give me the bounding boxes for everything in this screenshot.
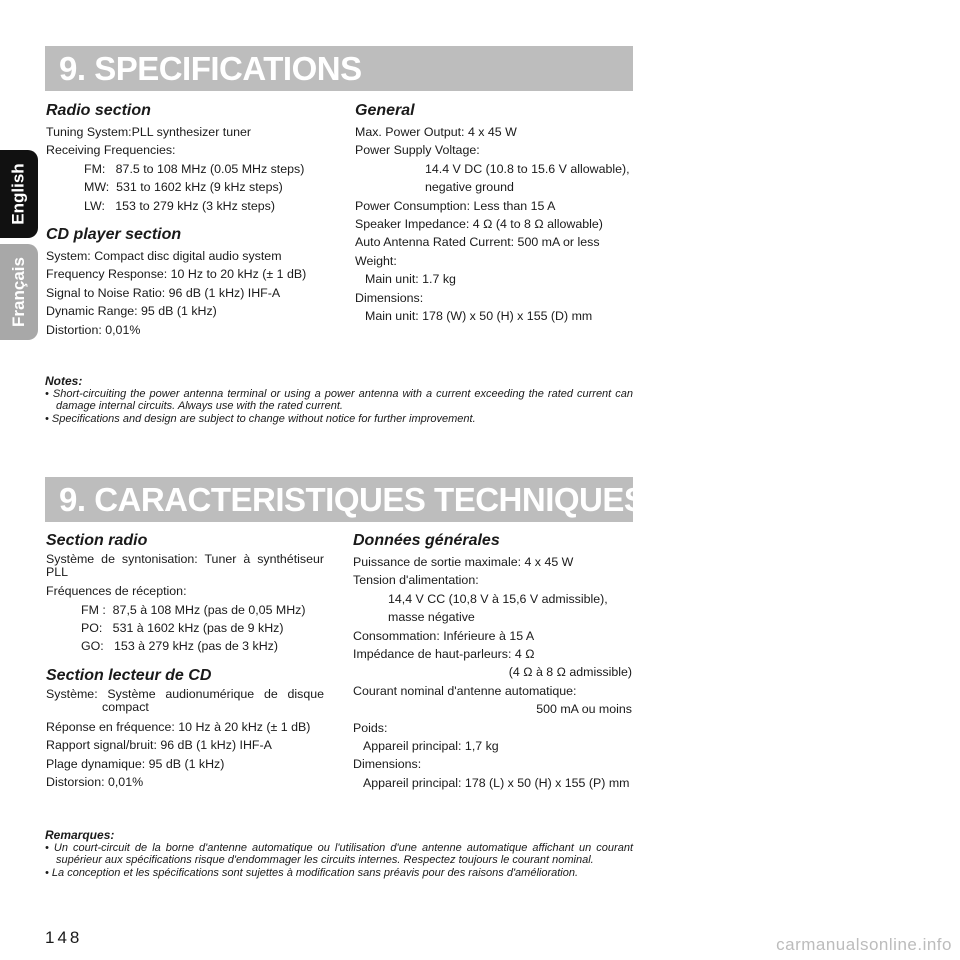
cd-distortion: Distortion: 0,01% bbox=[46, 322, 141, 337]
en-left-column bbox=[46, 101, 336, 339]
general-title: General bbox=[355, 102, 415, 119]
power-supply-voltage: Power Supply Voltage: bbox=[355, 143, 480, 158]
courant-antenne-valeur: 500 mA ou moins bbox=[536, 702, 632, 717]
radio-section-title: Radio section bbox=[46, 102, 151, 119]
puissance-sortie: Puissance de sortie maximale: 4 x 45 W bbox=[353, 555, 574, 569]
tab-french-label: Français bbox=[9, 257, 28, 327]
systeme-syntonisation: Système de syntonisation: Tuner à synthétiseur PLL bbox=[46, 552, 324, 579]
notes-title: Notes: bbox=[45, 374, 83, 388]
weight-label: Weight: bbox=[355, 253, 397, 268]
poids-valeur: Appareil principal: 1,7 kg bbox=[363, 739, 499, 754]
po-range: PO: 531 à 1602 kHz (pas de 9 kHz) bbox=[81, 621, 284, 635]
page-number: 148 bbox=[45, 928, 83, 947]
dimensions-label-fr: Dimensions: bbox=[353, 757, 422, 772]
dimensions-valeur: Appareil principal: 178 (L) x 50 (H) x 155 (P) mm bbox=[363, 775, 630, 790]
plage-dynamique: Plage dynamique: 95 dB (1 kHz) bbox=[46, 756, 225, 771]
en-notes bbox=[45, 375, 633, 425]
weight-value: Main unit: 1.7 kg bbox=[365, 272, 456, 287]
section-cd-title: Section lecteur de CD bbox=[46, 666, 212, 684]
cd-dynamic-range: Dynamic Range: 95 dB (1 kHz) bbox=[46, 304, 217, 319]
speaker-impedance: Speaker Impedance: 4 Ω (4 to 8 Ω allowable) bbox=[355, 217, 603, 232]
poids-label: Poids: bbox=[353, 720, 388, 735]
donnees-generales-title: Données générales bbox=[353, 532, 500, 549]
tab-english-label: English bbox=[9, 163, 28, 225]
fr-right-column bbox=[353, 531, 632, 792]
reponse-frequence: Réponse en fréquence: 10 Hz à 20 kHz (± 1 dB) bbox=[46, 720, 311, 734]
caracteristiques-banner: 9. CARACTERISTIQUES TECHNIQUES bbox=[45, 477, 633, 522]
rapport-signal-bruit: Rapport signal/bruit: 96 dB (1 kHz) IHF-A bbox=[46, 738, 272, 753]
remarque-item: • La conception et les spécifications sont sujettes à modification sans préavis pour des raisons d'amélioration. bbox=[45, 866, 579, 879]
frequences-reception: Fréquences de réception: bbox=[46, 584, 187, 599]
receiving-frequencies: Receiving Frequencies: bbox=[46, 143, 176, 158]
tab-english bbox=[0, 150, 38, 238]
max-power-output: Max. Power Output: 4 x 45 W bbox=[355, 125, 517, 139]
fr-remarques bbox=[45, 829, 633, 879]
cd-system: System: Compact disc digital audio system bbox=[46, 249, 282, 264]
auto-antenna-current: Auto Antenna Rated Current: 500 mA or less bbox=[355, 235, 600, 250]
fm-range-fr: FM : 87,5 à 108 MHz (pas de 0,05 MHz) bbox=[81, 602, 306, 617]
remarque-item: • Un court-circuit de la borne d'antenne automatique ou l'utilisation d'une antenne automatique affichant un courant supérieur aux spécifications risque d'endommager les circuits internes. Respectez toujours le courant nominal. bbox=[45, 841, 633, 867]
note-item: • Specifications and design are subject to change without notice for further improvement. bbox=[45, 412, 476, 425]
watermark: carmanualsonline.info bbox=[776, 935, 952, 954]
tab-french bbox=[0, 244, 38, 340]
courant-antenne: Courant nominal d'antenne automatique: bbox=[353, 683, 577, 698]
specifications-banner: 9. SPECIFICATIONS bbox=[45, 46, 633, 91]
power-supply-ground: negative ground bbox=[425, 180, 514, 195]
fr-left-column bbox=[46, 531, 324, 792]
tension-valeur: 14,4 V CC (10,8 V à 15,6 V admissible), bbox=[388, 591, 608, 606]
en-right-column bbox=[355, 101, 635, 325]
language-tabs bbox=[0, 150, 38, 346]
tension-alimentation: Tension d'alimentation: bbox=[353, 573, 479, 588]
dimensions-label: Dimensions: bbox=[355, 290, 424, 305]
masse-negative: masse négative bbox=[388, 610, 475, 625]
cd-snr: Signal to Noise Ratio: 96 dB (1 kHz) IHF-A bbox=[46, 285, 281, 300]
fm-range: FM: 87.5 to 108 MHz (0.05 MHz steps) bbox=[84, 161, 305, 176]
consommation: Consommation: Inférieure à 15 A bbox=[353, 628, 535, 643]
go-range: GO: 153 à 279 kHz (pas de 3 kHz) bbox=[81, 639, 278, 654]
impedance-valeur: (4 Ω à 8 Ω admissible) bbox=[508, 665, 632, 680]
section-radio-title: Section radio bbox=[46, 532, 148, 549]
remarques-title: Remarques: bbox=[45, 828, 115, 842]
note-item: • Short-circuiting the power antenna terminal or using a power antenna with a current exceeding the rated current can damage internal circuits. Always use with the rated current. bbox=[45, 387, 633, 413]
mw-range: MW: 531 to 1602 kHz (9 kHz steps) bbox=[84, 180, 283, 195]
dimensions-value: Main unit: 178 (W) x 50 (H) x 155 (D) mm bbox=[365, 309, 593, 324]
distorsion: Distorsion: 0,01% bbox=[46, 775, 144, 790]
cd-frequency-response: Frequency Response: 10 Hz to 20 kHz (± 1 dB) bbox=[46, 267, 307, 282]
lw-range: LW: 153 to 279 kHz (3 kHz steps) bbox=[84, 198, 275, 213]
power-consumption: Power Consumption: Less than 15 A bbox=[355, 198, 556, 213]
systeme-cd: Système: Système audionumérique de disque compact bbox=[46, 686, 324, 715]
cd-section-title: CD player section bbox=[46, 226, 182, 244]
impedance-haut-parleurs: Impédance de haut-parleurs: 4 Ω bbox=[353, 647, 535, 662]
power-supply-value: 14.4 V DC (10.8 to 15.6 V allowable), bbox=[425, 161, 630, 176]
tuning-system: Tuning System:PLL synthesizer tuner bbox=[46, 125, 252, 139]
